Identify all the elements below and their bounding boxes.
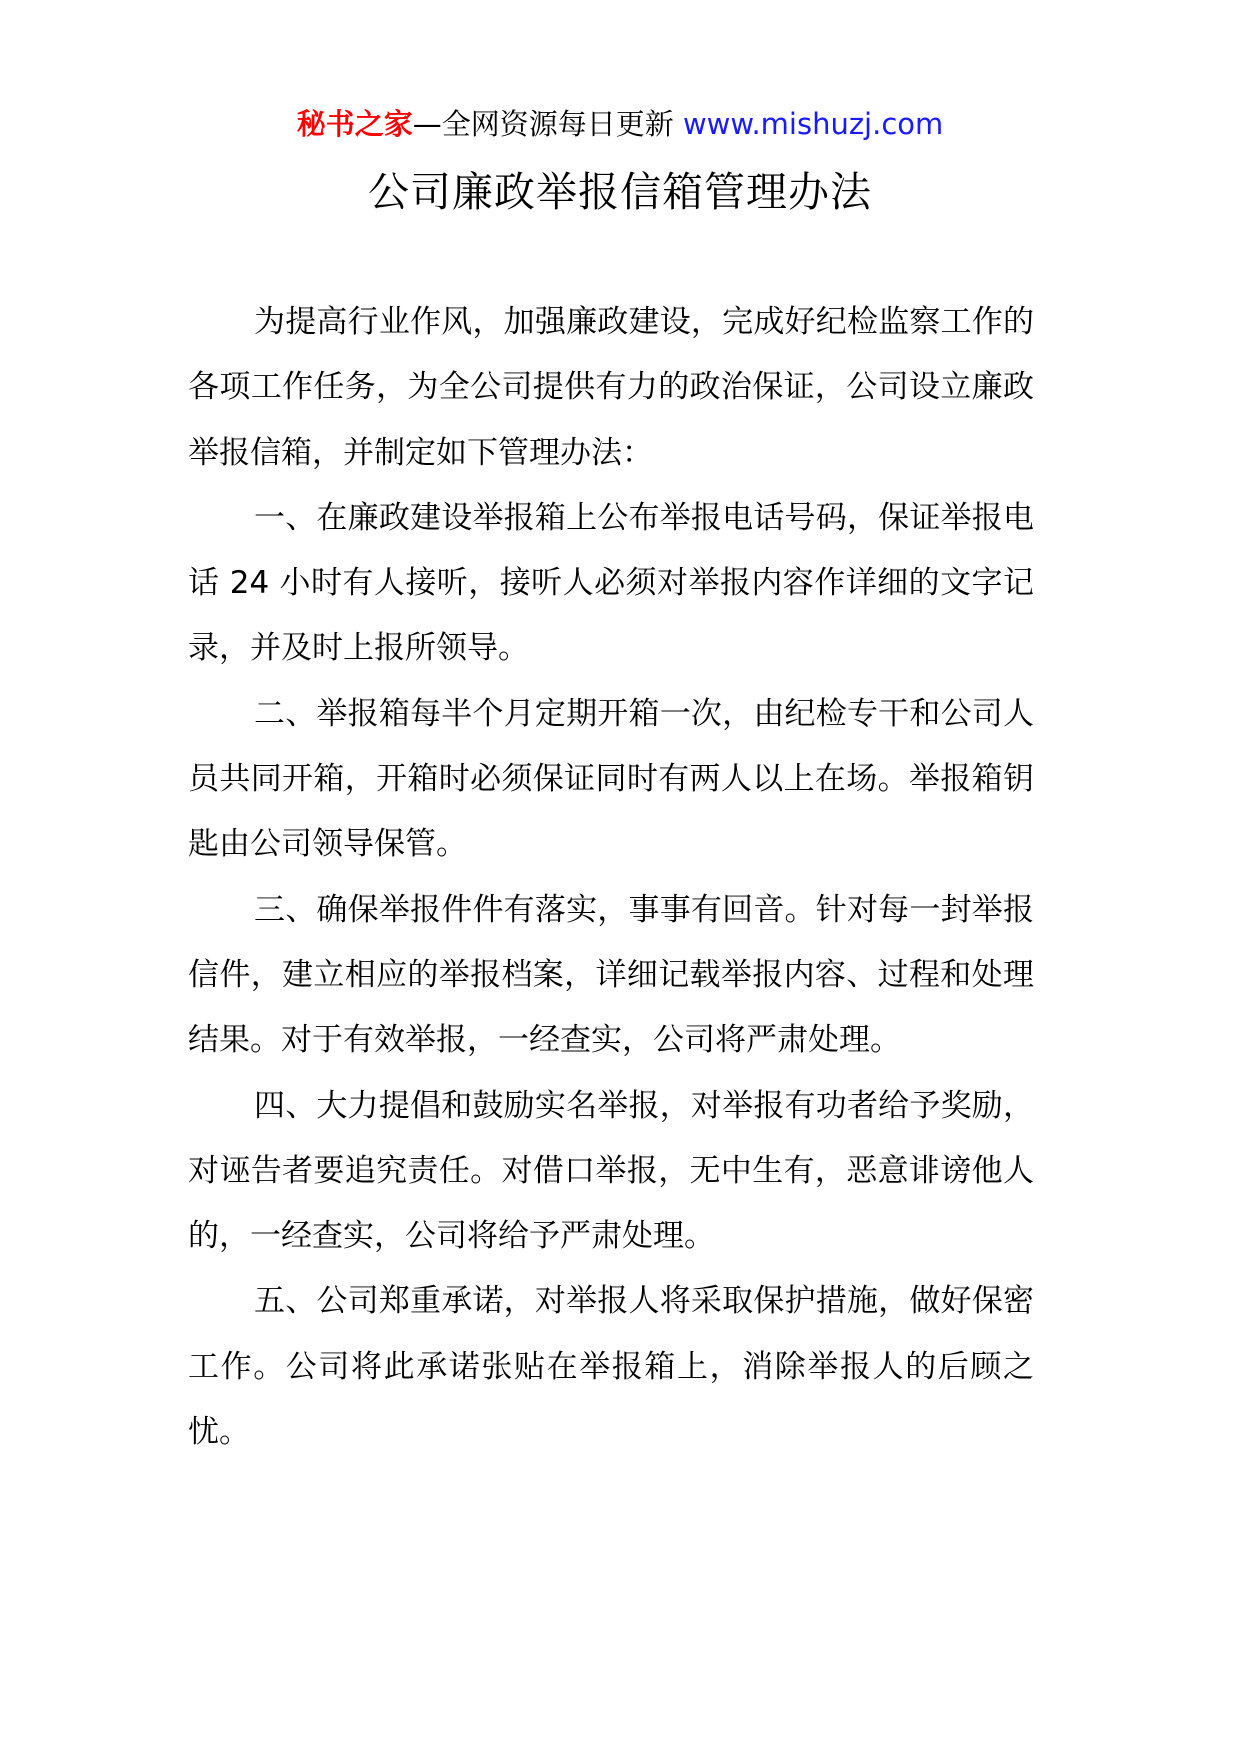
site-url-link[interactable]: www.mishuzj.com: [682, 107, 944, 141]
paragraph-intro: 为提高行业作风，加强廉政建设，完成好纪检监察工作的各项工作任务，为全公司提供有力的政治保证，公司设立廉政举报信箱，并制定如下管理办法：: [188, 304, 1034, 471]
paragraph-item-4: 四、大力提倡和鼓励实名举报，对举报有功者给予奖励，对诬告者要追究责任。对借口举报，无中生有，恶意诽谤他人的，一经查实，公司将给予严肃处理。: [188, 1087, 1034, 1255]
paragraph-item-5: 五、公司郑重承诺，对举报人将采取保护措施，做好保密工作。公司将此承诺张贴在举报箱上，消除举报人的后顾之忧。: [188, 1283, 1034, 1451]
document-body: [188, 290, 1034, 1465]
paragraph-item-2: 二、举报箱每半个月定期开箱一次，由纪检专干和公司人员共同开箱，开箱时必须保证同时有两人以上在场。举报箱钥匙由公司领导保管。: [188, 695, 1034, 863]
document-title: 公司廉政举报信箱管理办法: [368, 168, 872, 216]
site-header: [0, 102, 1240, 146]
paragraph-item-1: 一、在廉政建设举报箱上公布举报电话号码，保证举报电话 24 小时有人接听，接听人必须对举报内容作详细的文字记录，并及时上报所领导。: [188, 499, 1034, 667]
paragraph-item-3: 三、确保举报件件有落实，事事有回音。针对每一封举报信件，建立相应的举报档案，详细记载举报内容、过程和处理结果。对于有效举报，一经查实，公司将严肃处理。: [188, 891, 1034, 1059]
site-brand: 秘书之家: [296, 107, 413, 141]
site-tagline: —全网资源每日更新: [412, 107, 674, 141]
